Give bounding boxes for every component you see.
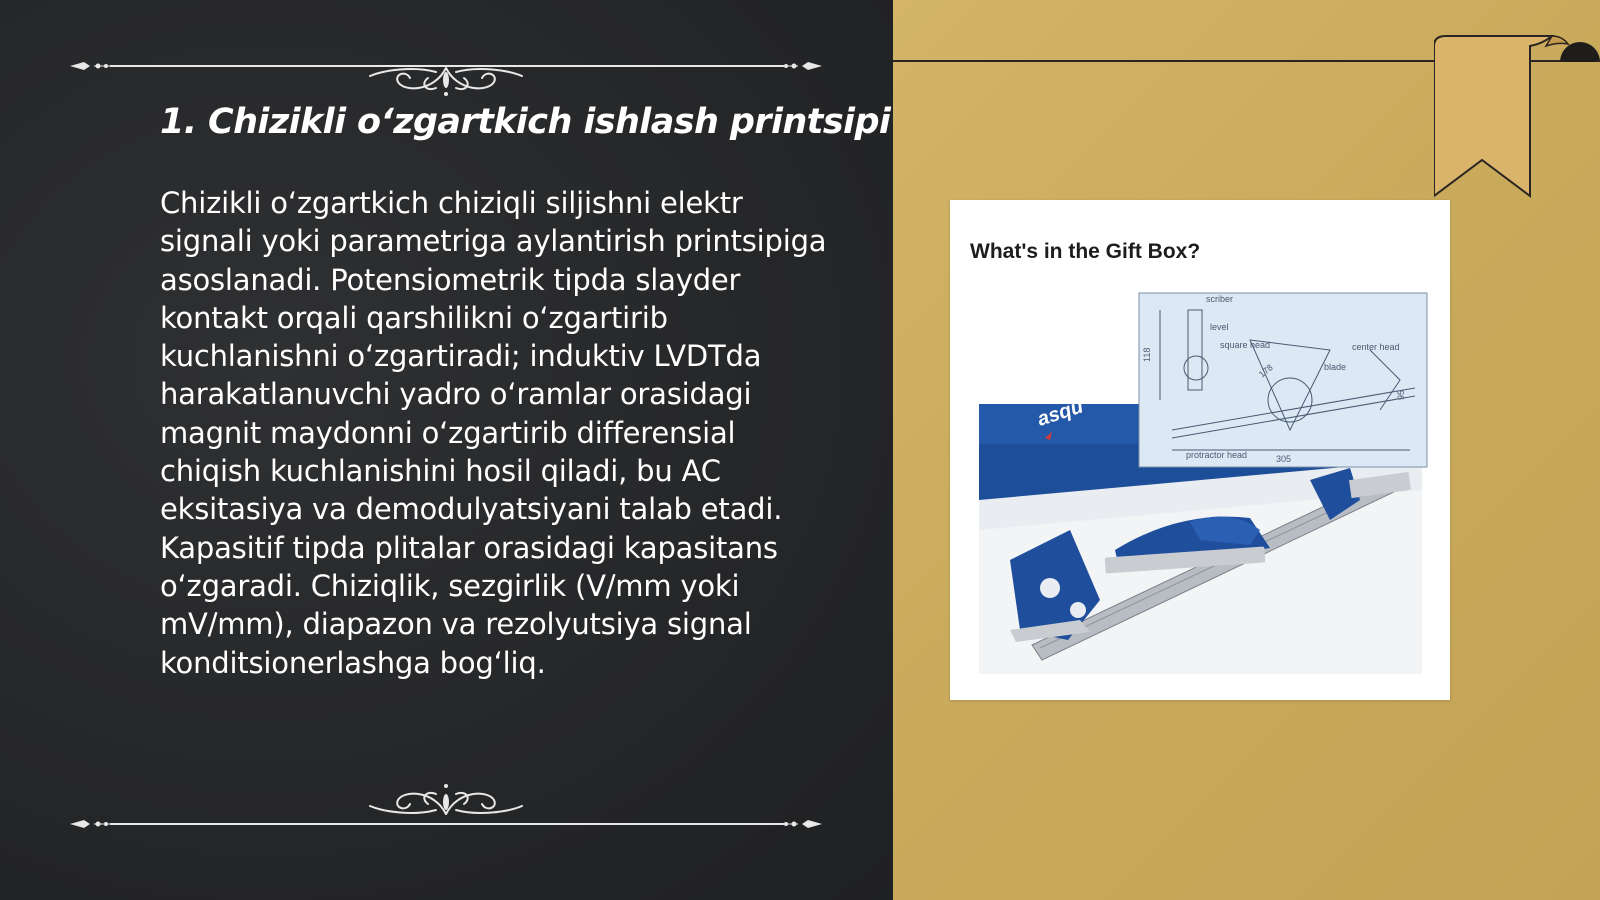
label-level: level [1210,322,1229,332]
bookmark-ribbon [1434,34,1600,200]
combination-square-photo [950,200,1450,700]
product-image-card [950,200,1450,700]
ornament-divider-top [64,38,828,98]
label-dim-angle: 178 [1256,362,1275,380]
image-caption: What's in the Gift Box? [970,240,1201,263]
slide-body-text: Chizikli o‘zgartkich chiziqli siljishni elektr signali yoki parametriga aylantirish printsipiga asoslanadi. Potensiometrik tipda slayder kontakt orqali qarshilikni o‘zgartirib kuchlanishni o‘zgartiradi; induktiv LVDTda harakatlanuvchi yadro o‘ramlar orasidagi magnit maydonni o‘zgartirib differensial chiqish kuchlanishini hosil qiladi, bu AC eksitasiya va demodulyatsiyani talab etadi. Kapasitif tipda plitalar orasidagi kapasitans o‘zgaradi. Chiziqlik, sezgirlik (V/mm yoki mV/mm), diapazon va rezolyutsiya signal konditsionerlashga bog‘liq. [160,186,827,680]
label-dim-bottom: 305 [1276,454,1292,464]
label-center-head: center head [1352,342,1400,352]
label-scriber: scriber [1206,294,1234,304]
ornament-divider-bottom [64,772,828,832]
box-brand-text: asqu [1034,395,1086,431]
label-square-head: square head [1220,340,1271,350]
label-dim-left: 118 [1142,347,1152,362]
slide-title: 1. Chizikli o‘zgartkich ishlash printsipi [160,102,891,142]
label-blade: blade [1324,362,1347,372]
label-protractor-head: protractor head [1186,450,1248,460]
label-dim-right: 95 [1396,389,1406,400]
